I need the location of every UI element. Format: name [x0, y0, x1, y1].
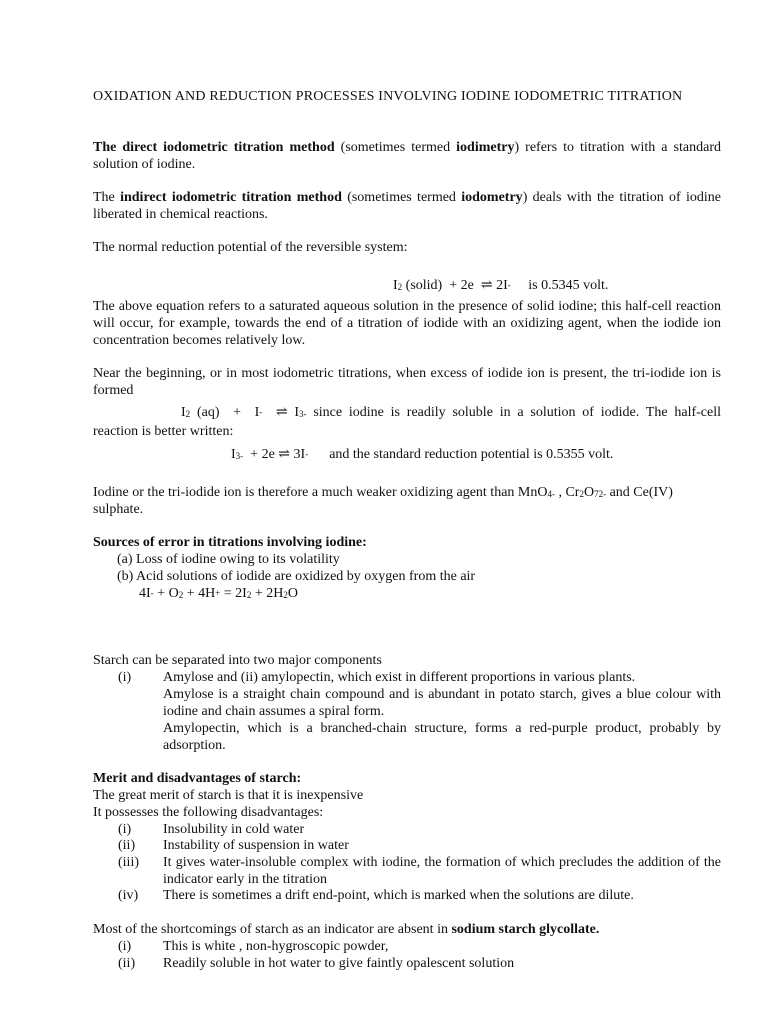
list-number: (i) — [118, 822, 132, 837]
list-item-insoluble-complex: It gives water-insoluble complex with iodine, the formation of which precludes the addition of the indicator early in the titration — [163, 855, 721, 887]
document-title: OXIDATION AND REDUCTION PROCESSES INVOLVING IODINE IODOMETRIC TITRATION — [93, 89, 683, 104]
list-number: (ii) — [118, 838, 136, 853]
bold-term: iodimetry — [456, 140, 515, 155]
heading-sources-of-error: Sources of error in titrations involving iodine: — [93, 535, 367, 550]
list-number: (i) — [118, 670, 132, 685]
paragraph-starch-components: Starch can be separated into two major components — [93, 653, 382, 668]
bold-term: The direct iodometric titration method — [93, 140, 335, 155]
list-item-soluble-hot-water: Readily soluble in hot water to give faintly opalescent solution — [163, 956, 515, 971]
bold-term: iodometry — [461, 190, 523, 205]
list-item-white-powder: This is white , non-hygroscopic powder, — [163, 939, 389, 954]
bold-term: sodium starch glycollate. — [451, 922, 600, 937]
equation-tri-iodide-reduction: I3- + 2e ⇌ 3I- and the standard reduction potential is 0.5355 volt. — [231, 447, 614, 462]
paragraph-reduction-potential: The normal reduction potential of the reversible system: — [93, 240, 408, 255]
list-number: (iii) — [118, 855, 139, 870]
paragraph-sodium-starch-glycollate: Most of the shortcomings of starch as an indicator are absent in sodium starch glycollate. — [93, 922, 600, 937]
list-item-volatility: (a) Loss of iodine owing to its volatility — [117, 552, 340, 567]
heading-merit-disadvantages: Merit and disadvantages of starch: — [93, 771, 302, 786]
list-number: (i) — [118, 939, 132, 954]
paragraph-amylopectin: Amylopectin, which is a branched-chain structure, forms a red-purple product, probably by adsorption. — [163, 721, 721, 753]
paragraph-tri-iodide: Near the beginning, or in most iodometric titrations, when excess of iodide ion is present, the tri-iodide ion is formed — [93, 366, 721, 398]
paragraph-saturated-solution: The above equation refers to a saturated aqueous solution in the presence of solid iodine; this half-cell reaction will occur, for example, towards the end of a titration of iodide with an oxidizing agent, when the iodide ion concentration becomes relatively low. — [93, 299, 721, 348]
list-number: (ii) — [118, 956, 136, 971]
equation-iodine-solid: I2 (solid) + 2e ⇌ 2I- is 0.5345 volt. — [393, 278, 609, 293]
paragraph-indirect-method: The indirect iodometric titration method (sometimes termed iodometry) deals with the titration of iodine liberated in chemical reactions. — [93, 190, 722, 222]
list-item-amylose-amylopectin: Amylose and (ii) amylopectin, which exist in different proportions in various plants. — [163, 670, 636, 685]
paragraph-merit: The great merit of starch is that it is inexpensive — [93, 788, 364, 803]
list-item-acid-solutions: (b) Acid solutions of iodide are oxidized by oxygen from the air — [117, 569, 476, 584]
paragraph-amylose: Amylose is a straight chain compound and is abundant in potato starch, gives a blue colour with iodine and chain assumes a spiral form. — [163, 687, 721, 719]
bold-term: indirect iodometric titration method — [120, 190, 342, 205]
paragraph-oxidizing-agent-cont: sulphate. — [93, 502, 144, 517]
equation-tri-iodide-formation: I2 (aq) + I- ⇌ I3- since iodine is readily soluble in a solution of iodide. The half-cell — [181, 405, 721, 420]
list-item-instability: Instability of suspension in water — [163, 838, 349, 853]
equation-oxidation-by-air: 4I- + O2 + 4H+ = 2I2 + 2H2O — [139, 586, 298, 601]
paragraph-oxidizing-agent: Iodine or the tri-iodide ion is therefore a much weaker oxidizing agent than MnO4- , Cr2O72- and Ce(IV) — [93, 485, 673, 500]
list-item-insolubility: Insolubility in cold water — [163, 822, 305, 837]
paragraph-direct-method: The direct iodometric titration method (sometimes termed iodimetry) refers to titration with a standard solution of iodine. — [93, 140, 721, 172]
paragraph-half-cell: reaction is better written: — [93, 424, 234, 439]
list-item-drift-end-point: There is sometimes a drift end-point, which is marked when the solutions are dilute. — [163, 888, 634, 903]
paragraph-disadvantages-intro: It possesses the following disadvantages: — [93, 805, 324, 820]
list-number: (iv) — [118, 888, 139, 903]
